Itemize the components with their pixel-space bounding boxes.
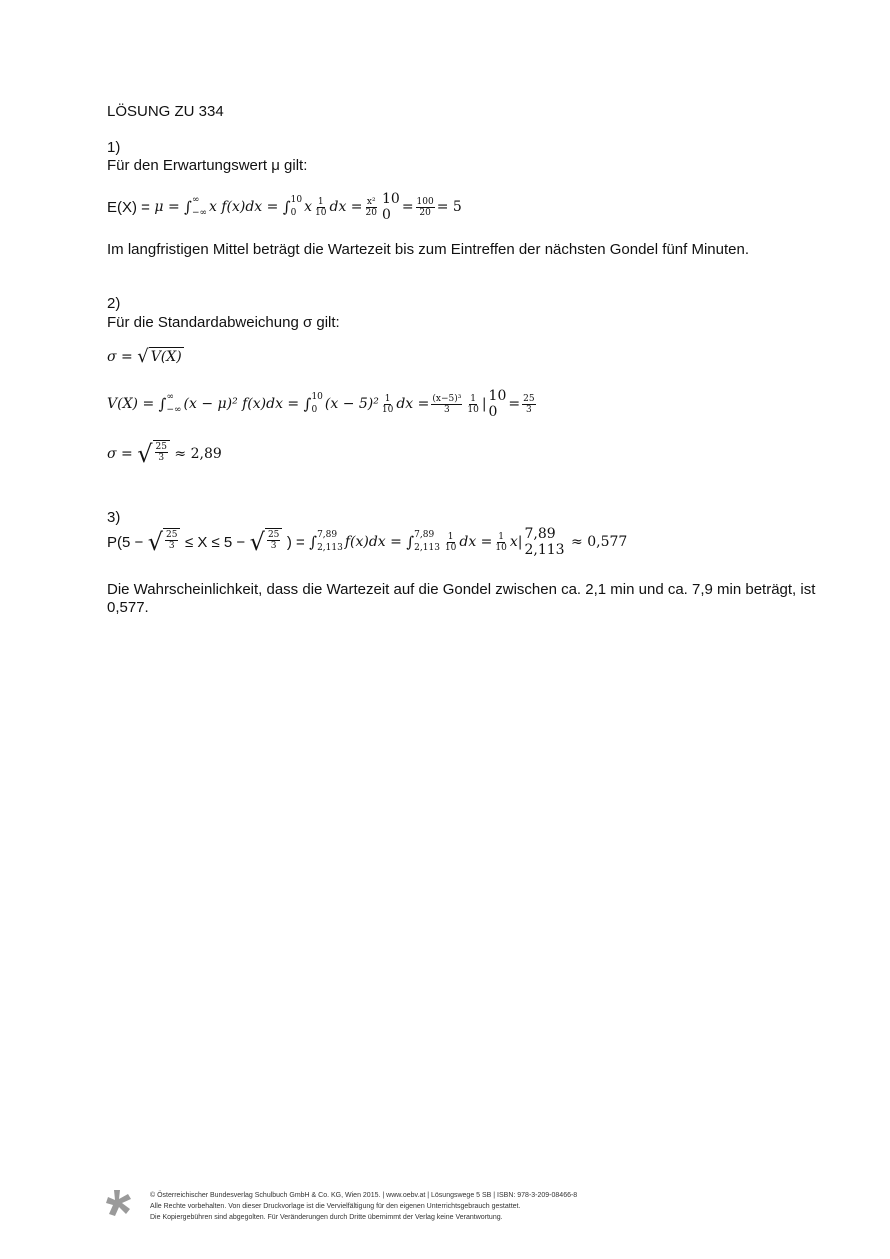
prob-open: P(5 − [107,533,144,551]
part1-formula [107,191,462,223]
integral-limits: 10 0 [311,392,323,415]
formula-dx: dx = [329,199,363,215]
prob-close: ) = [286,533,305,551]
formula-result: = 5 [436,199,462,215]
square-root: √ $\frac{25}{3}$ [250,528,283,556]
square-root: √ $\frac{25}{3}$ [137,440,170,468]
fraction: $\frac{25}{3}$ [523,393,535,415]
page-title: LÖSUNG ZU 334 [107,103,224,120]
part3-number: 3) [107,509,121,526]
sigma-result [107,440,222,468]
integral-sign: ∫ [184,198,192,216]
footer-copyright: © Österreichischer Bundesverlag Schulbuch GmbH & Co. KG, Wien 2015. | www.oebv.at | Lösungswege 5 SB | ISBN: 978-3-209-08466-8 [150,1192,578,1199]
equals: = [401,199,414,215]
variance-expr2: (x − 5)² [324,396,379,412]
sigma-value: ≈ 2,89 [174,446,222,462]
bar: | [481,396,487,412]
sigma-left: σ = [107,349,133,365]
integral-limits: 7,89 2,113 [317,530,343,553]
part3-conclusion-line2: 0,577. [107,599,149,616]
evaluation-limits: 10 0 [381,191,400,223]
part1-number: 1) [107,139,121,156]
integral-sign: ∫ [158,395,167,413]
evaluation-limits: 7,89 2,113 [524,526,565,558]
integral-limits: 10 0 [290,195,303,218]
formula-prefix: E(X) = [107,198,150,216]
prob-dx: dx = [459,534,493,550]
square-root: √ $\frac{25}{3}$ [148,528,181,556]
integral-limits: ∞ −∞ [191,195,207,218]
integral-limits: 7,89 2,113 [414,530,440,553]
footer-rights: Alle Rechte vorbehalten. Von dieser Druckvorlage ist die Vervielfältigung für den eigenen Unterrichtsgebrauch gestattet. [150,1203,521,1210]
fraction: $\frac{\text{(x−5)³}}{3}$ [432,393,462,415]
fraction: $\frac{1}{10}$ [495,531,507,553]
part3-conclusion-line1: Die Wahrscheinlichkeit, dass die Wartezeit auf die Gondel zwischen ca. 2,1 min und ca. 7,9 min beträgt, ist [107,581,816,598]
prob-middle: ≤ X ≤ 5 − [184,533,246,551]
integral-sign: ∫ [303,395,312,413]
prob-x: x| [509,534,523,550]
formula-expr1: x f(x)dx = [209,199,279,215]
fraction: $\frac{100}{20}$ [416,196,434,218]
fraction: $\frac{\text{x²}}{20}$ [365,196,377,218]
variance-expr1: (x − μ)² f(x)dx = [183,396,300,412]
fraction: $\frac{1}{10}$ [315,196,327,218]
variance-formula [107,388,538,420]
integral-limits: ∞ −∞ [166,392,182,415]
part2-number: 2) [107,295,121,312]
footer-disclaimer: Die Kopiergebühren sind abgegolten. Für Veränderungen durch Dritte übernimmt der Verlag keine Verantwortung. [150,1214,503,1221]
variance-dx: dx = [396,396,430,412]
formula-mu: μ = [154,199,180,215]
prob-result: ≈ 0,577 [571,534,628,550]
equals: = [508,396,521,412]
integral-sign: ∫ [406,533,415,551]
integral-sign: ∫ [282,198,291,216]
square-root: √ V(X) [137,346,182,367]
integral-sign: ∫ [309,533,318,551]
formula-expr2: x [304,199,313,215]
variance-left: V(X) = [107,396,155,412]
fraction: $\frac{1}{10}$ [381,393,394,415]
part2-intro: Für die Standardabweichung σ gilt: [107,314,340,331]
fraction: $\frac{1}{10}$ [467,393,479,415]
prob-expr1: f(x)dx = [344,534,402,550]
fraction: $\frac{1}{10}$ [444,531,457,553]
publisher-logo-icon [104,1188,134,1218]
part1-intro: Für den Erwartungswert μ gilt: [107,157,308,174]
part1-conclusion: Im langfristigen Mittel beträgt die Wartezeit bis zum Eintreffen der nächsten Gondel fünf Minuten. [107,241,749,258]
probability-formula [107,526,627,558]
evaluation-limits: 10 0 [488,388,507,420]
sigma-definition [107,347,184,367]
sigma-left: σ = [107,446,133,462]
